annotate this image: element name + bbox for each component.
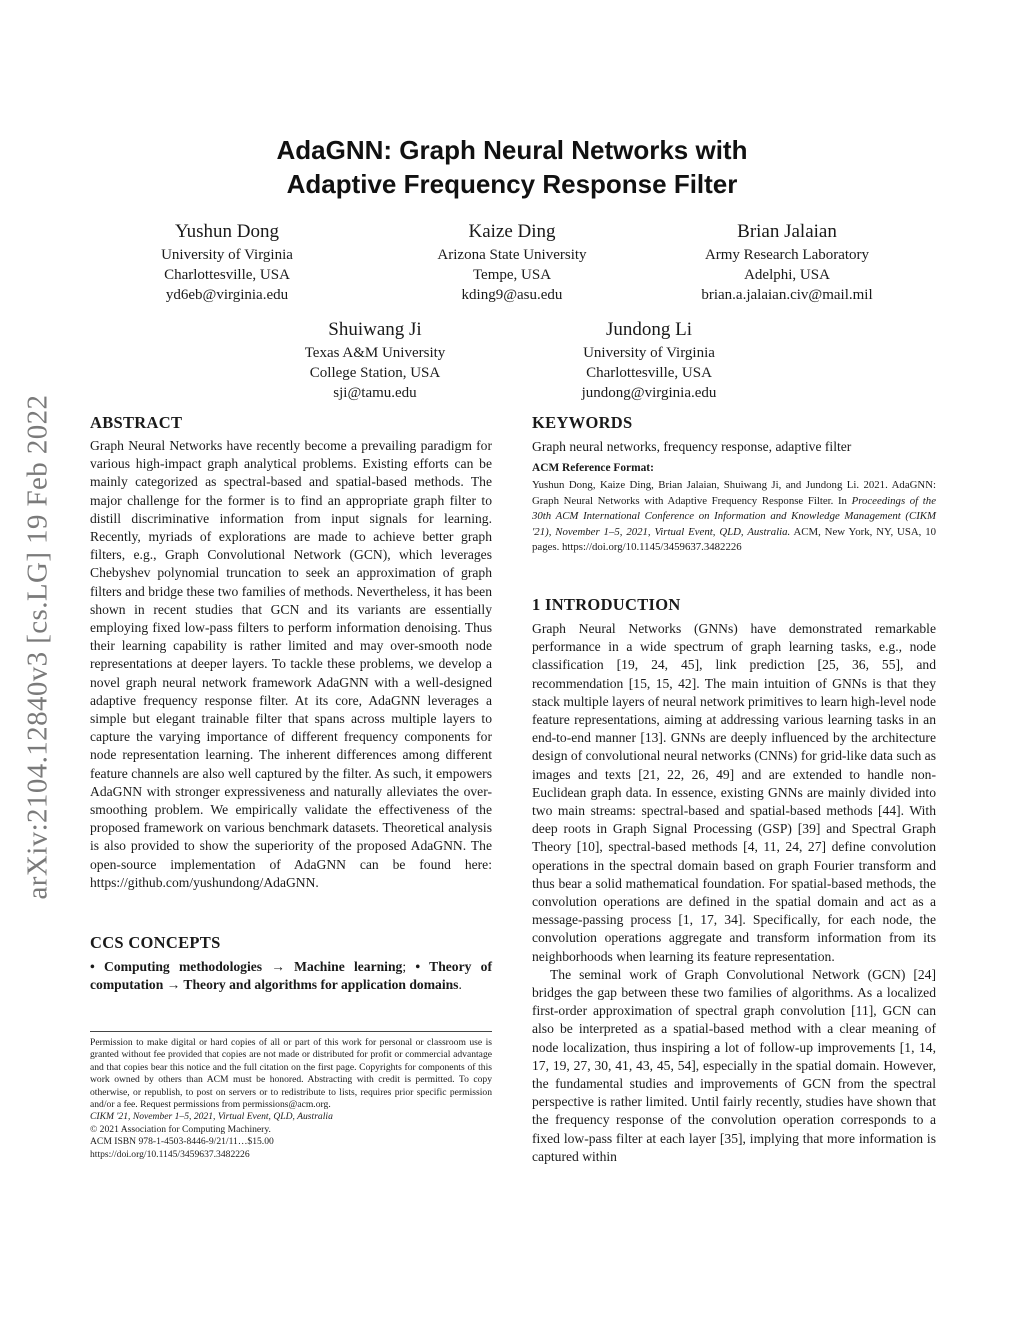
intro-paragraph-1: Graph Neural Networks (GNNs) have demonstrated remarkable performance in a wide spectrum of graph learning tasks, e.g., node classification [19, 24, 45], link prediction [25, 36, 55], and recommendation [15, 15, 42]. The main intuition of GNNs is that they stack multiple layers of neural network primitives to learn high-level node feature representations, aiming at addressing various learning tasks in an end-to-end manner [13]. GNNs are deeply influenced by the architecture design of convolutional neural networks (CNNs) for grid-like data such as images and texts [21, 22, 26, 49] and are extended to handle non-Euclidean graph data. In essence, existing GNNs are mainly divided into two main streams: spectral-based and spatial-based methods [44]. With deep roots in Graph Signal Processing (GSP) [39] and Spectral Graph Theory [10], spectral-based methods [4, 11, 24, 27] define convolution operations in the spectral domain based on graph Fourier transform and thus bear a solid mathematical foundation. For spatial-based methods, the convolution operations are defined in the spatial domain and act as a message-passing process [1, 17, 34]. Specifically, for each node, the convolution operations aggregate and transform information from its neighborhoods when learning its feature representation.: [532, 621, 936, 964]
author-affiliation: Texas A&M University: [304, 345, 446, 361]
author-email: jundong@virginia.edu: [581, 385, 717, 401]
venue-line: CIKM '21, November 1–5, 2021, Virtual Event, QLD, Australia: [90, 1111, 333, 1123]
author-location: Charlottesville, USA: [164, 267, 290, 283]
author-email: sji@tamu.edu: [333, 385, 417, 401]
author-block: [122, 220, 332, 305]
permission-notice: [90, 1037, 492, 1161]
introduction-heading: 1 INTRODUCTION: [532, 595, 681, 614]
acm-ref-heading: ACM Reference Format:: [532, 462, 654, 474]
author-location: College Station, USA: [309, 365, 441, 381]
ccs-concepts: [90, 958, 492, 994]
keywords-text: Graph neural networks, frequency response, adaptive filter: [532, 439, 852, 454]
author-email: kding9@asu.edu: [461, 287, 563, 303]
author-affiliation: University of Virginia: [161, 247, 293, 263]
keywords-heading: KEYWORDS: [532, 413, 633, 432]
author-block: [672, 220, 902, 305]
copyright-line: © 2021 Association for Computing Machinery.: [90, 1123, 271, 1135]
author-block: [544, 318, 754, 403]
author-name: Jundong Li: [605, 319, 693, 340]
author-location: Charlottesville, USA: [586, 365, 712, 381]
abstract-text: Graph Neural Networks have recently become a prevailing paradigm for various high-impact graph analytical problems. Existing efforts can be mainly categorized as spectral-based and spatial-based methods. The major challenge for the former is to find an appropriate graph filter to distill discriminative information from input signals for learning. Recently, myriads of explorations are made to achieve better graph filters, e.g., Graph Convolutional Network (GCN), which leverages Chebyshev polynomial truncation to seek an approximation of graph filters and bridge these two families of methods. Nevertheless, it has been shown in recent studies that GCN and its variants are essentially employing fixed low-pass filters to perform information denoising. Thus their learning capability is rather limited and may over-smooth node representations at deeper layers. To tackle these problems, we develop a novel graph neural network framework AdaGNN with a well-designed adaptive frequency response filter. At its core, AdaGNN leverages a simple but elegant trainable filter that spans across multiple layers to capture the varying importance of different frequency components for node representation learning. The inherent differences among different feature channels are also well captured by the filter. As such, it empowers AdaGNN with stronger expressiveness and naturally alleviates the over-smoothing problem. We empirically validate the effectiveness of the proposed framework on various benchmark datasets. Theoretical analysis is also provided to show the superiority of the proposed AdaGNN. The open-source implementation of AdaGNN can be found here: https://github.com/yushundong/AdaGNN.: [90, 438, 492, 890]
ccs-bullet: •: [415, 959, 430, 974]
ccs-bullet: •: [90, 959, 105, 974]
acm-ref-proceedings: Proceedings of the 30th ACM International Conference on Information and Knowledge Management (CIKM '21), November 1–5, 2021, Virtual Event, QLD, Australia.: [532, 494, 937, 538]
acm-ref-post: ACM, New York, NY, USA, 10 pages. https://doi.org/10.1145/3459637.3482226: [532, 525, 937, 553]
introduction-body: [532, 620, 936, 1166]
author-email: yd6eb@virginia.edu: [165, 287, 289, 303]
abstract-heading: ABSTRACT: [90, 413, 183, 432]
title-line-2: Adaptive Frequency Response Filter: [286, 169, 738, 199]
paper-title: [150, 133, 874, 201]
footnote-rule: [90, 1031, 492, 1032]
ccs-item: Theory of computation → Theory and algorithms for application domains: [90, 959, 492, 993]
isbn-line: ACM ISBN 978-1-4503-8446-9/21/11…$15.00: [90, 1136, 274, 1148]
arxiv-identifier: arXiv:2104.12840v3 [cs.LG] 19 Feb 2022: [21, 394, 54, 900]
ccs-item: Computing methodologies → Machine learning: [104, 959, 403, 974]
ccs-separator: ;: [402, 959, 416, 974]
acm-ref-text: [532, 478, 936, 556]
author-affiliation: University of Virginia: [583, 345, 715, 361]
intro-paragraph-2: The seminal work of Graph Convolutional Network (GCN) [24] bridges the gap between these two families of algorithms. As a localized first-order approximation of spectral graph convolution [11], GCN can also be interpreted as a spatial-based method with a clear meaning of node localization, thus inspiring a lot of follow-up improvements [1, 14, 17, 19, 27, 30, 41, 43, 45, 54], especially in the spatial domain. However, the fundamental studies and improvements of GCN from the spectral perspective is rather limited. Until fairly recently, studies have shown that the frequency response of the convolution operation corresponds to a fixed low-pass filter at each layer [35], implying that more information is captured within: [532, 966, 936, 1164]
author-name: Kaize Ding: [468, 221, 556, 242]
author-affiliation: Army Research Laboratory: [704, 247, 870, 263]
author-location: Adelphi, USA: [744, 267, 830, 283]
author-block: [402, 220, 622, 305]
author-email: brian.a.jalaian.civ@mail.mil: [701, 287, 873, 303]
ccs-end: .: [458, 977, 462, 993]
arxiv-sidebar: [20, 352, 56, 942]
title-line-1: AdaGNN: Graph Neural Networks with: [276, 135, 748, 165]
author-block: [270, 318, 480, 403]
author-affiliation: Arizona State University: [437, 247, 587, 263]
doi-line: https://doi.org/10.1145/3459637.3482226: [90, 1148, 250, 1160]
author-name: Shuiwang Ji: [328, 319, 422, 340]
author-location: Tempe, USA: [472, 267, 552, 283]
permission-text: Permission to make digital or hard copies of all or part of this work for personal or classroom use is granted without fee provided that copies are not made or distributed for profit or commercial advantage and that copies bear this notice and the full citation on the first page. Copyrights for components of this work owned by others than ACM must be honored. Abstracting with credit is permitted. To copy otherwise, or republish, to post on servers or to redistribute to lists, requires prior specific permission and/or a fee. Request permissions from permissions@acm.org.: [90, 1037, 492, 1111]
acm-ref-pre: Yushun Dong, Kaize Ding, Brian Jalaian, Shuiwang Ji, and Jundong Li. 2021. AdaGNN: Graph Neural Networks with Adaptive Frequency Response Filter. In: [532, 479, 936, 507]
author-name: Yushun Dong: [175, 221, 279, 242]
author-name: Brian Jalaian: [737, 221, 837, 242]
ccs-heading: CCS CONCEPTS: [90, 933, 221, 952]
